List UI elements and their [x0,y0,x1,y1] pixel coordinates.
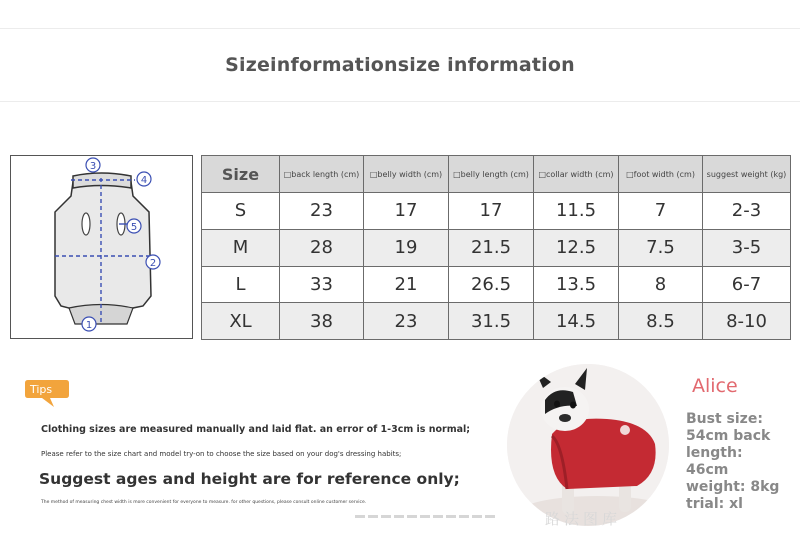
marker-1 [82,317,96,331]
model-info-line: 46cm [686,462,729,478]
table-cell: 3-5 [703,229,791,266]
table-cell: 19 [364,229,449,266]
marker-3 [86,158,100,172]
table-cell: 8 [619,266,703,303]
table-row [202,229,791,266]
table-row [202,193,791,230]
svg-text:5: 5 [130,222,138,233]
table-cell: 33 [280,266,364,303]
garment-diagram [10,155,193,339]
svg-text:4: 4 [140,175,148,186]
table-cell: 17 [364,193,449,230]
model-dog-photo [507,364,669,526]
tip-line-1: Clothing sizes are measured manually and laid flat. an error of 1-3cm is normal; [41,424,471,435]
table-header-row [202,156,791,193]
column-header: □back length (cm) [280,156,364,193]
table-cell: 2-3 [703,193,791,230]
title-divider [0,101,800,102]
size-chart-table [201,155,791,340]
watermark-text: 路法图库 [545,510,622,528]
table-cell: 12.5 [534,229,619,266]
column-header: □belly width (cm) [364,156,449,193]
model-info-line: 54cm back [686,428,771,444]
column-header: □belly length (cm) [449,156,534,193]
table-cell: 23 [280,193,364,230]
table-cell: S [202,193,280,230]
table-row [202,303,791,340]
table-cell: 7 [619,193,703,230]
table-cell: 23 [364,303,449,340]
table-cell: 17 [449,193,534,230]
model-name: Alice [692,375,738,397]
column-header: □collar width (cm) [534,156,619,193]
top-divider [0,28,800,29]
table-cell: 14.5 [534,303,619,340]
model-info [686,411,796,513]
table-cell: 21 [364,266,449,303]
marker-5 [127,219,141,233]
tip-line-2: Please refer to the size chart and model try-on to choose the size based on your dog's dressing habits; [41,450,402,458]
table-cell: 13.5 [534,266,619,303]
table-cell: 8-10 [703,303,791,340]
model-info-line: Bust size: [686,411,763,427]
marker-2 [146,255,160,269]
sweater-outline-illustration [11,156,194,340]
marker-4 [137,172,151,186]
table-cell: L [202,266,280,303]
column-header: Size [202,156,280,193]
table-row [202,266,791,303]
table-cell: 7.5 [619,229,703,266]
page-title: Sizeinformationsize information [225,54,575,76]
table-cell: XL [202,303,280,340]
tip-line-4: The method of measuring chest width is more convenient for everyone to measure. for other questions, please consult online customer service. [41,500,367,505]
model-info-line: trial: xl [686,496,743,512]
table-cell: 26.5 [449,266,534,303]
column-header: suggest weight (kg) [703,156,791,193]
table-cell: 6-7 [703,266,791,303]
table-cell: 38 [280,303,364,340]
table-cell: 11.5 [534,193,619,230]
table-cell: 21.5 [449,229,534,266]
table-cell: 28 [280,229,364,266]
table-cell: 8.5 [619,303,703,340]
dog-in-red-sweater-image [507,364,669,526]
svg-text:1: 1 [85,320,93,331]
svg-text:3: 3 [89,161,97,172]
decorative-dashes [355,515,500,519]
svg-text:2: 2 [149,258,157,269]
column-header: □foot width (cm) [619,156,703,193]
tip-line-3: Suggest ages and height are for reference only; [39,470,460,488]
table-cell: M [202,229,280,266]
tips-label: Tips [30,383,53,396]
table-cell: 31.5 [449,303,534,340]
model-info-line: weight: 8kg [686,479,780,495]
model-info-line: length: [686,445,743,461]
